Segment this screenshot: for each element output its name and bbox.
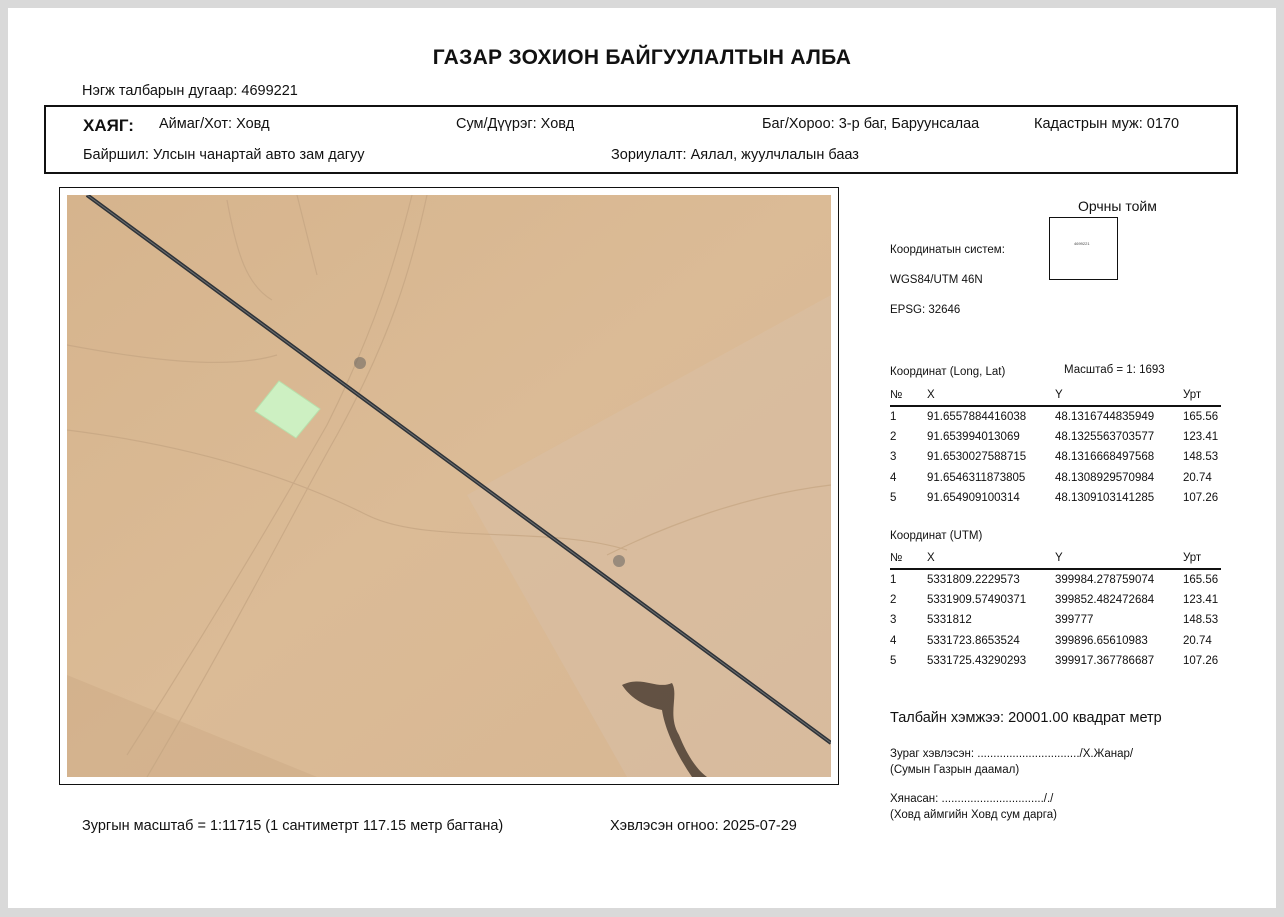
cell-length: 20.74	[1183, 634, 1212, 647]
cell-y: 399852.482472684	[1055, 593, 1155, 606]
map-scale-text: Зургын масштаб = 1:11715 (1 сантиметрт 117.15 метр багтана)	[82, 818, 504, 834]
table-row	[890, 631, 1221, 652]
cell-no: 4	[890, 471, 897, 484]
cell-x: 91.6546311873805	[927, 471, 1026, 484]
satellite-map[interactable]	[67, 195, 831, 777]
col-length: Урт	[1183, 388, 1221, 406]
cell-length: 165.56	[1183, 573, 1219, 586]
cell-no: 4	[890, 634, 897, 647]
table-row	[890, 468, 1221, 489]
cell-no: 5	[890, 655, 897, 668]
table-row	[890, 651, 1221, 672]
address-location: Байршил: Улсын чанартай авто зам дагуу	[83, 147, 365, 163]
culvert-2	[613, 555, 625, 567]
map-frame	[59, 187, 839, 785]
overview-title: Орчны тойм	[1078, 198, 1157, 214]
col-no: №	[890, 551, 927, 569]
checked-by-role: (Ховд аймгийн Ховд сум дарга)	[890, 809, 1057, 821]
scale-small: Масштаб = 1: 1693	[1064, 364, 1165, 376]
address-purpose: Зориулалт: Аялал, жуулчлалын бааз	[611, 147, 859, 163]
cell-length: 123.41	[1183, 430, 1219, 443]
cell-x: 91.6530027588715	[927, 451, 1027, 464]
table-row	[890, 569, 1221, 590]
parcel-number: Нэгж талбарын дугаар: 4699221	[82, 83, 298, 99]
cell-no: 2	[890, 593, 897, 606]
cell-no: 2	[890, 430, 897, 443]
address-label: ХАЯГ:	[83, 116, 134, 135]
cell-x: 91.654909100314	[927, 492, 1020, 505]
cell-length: 165.56	[1183, 410, 1219, 423]
cell-y: 48.1308929570984	[1055, 471, 1155, 484]
crs-epsg: EPSG: 32646	[890, 304, 961, 316]
table-row	[890, 447, 1221, 468]
table-header-row	[890, 388, 1221, 406]
map-svg	[67, 195, 831, 777]
address-sum: Сум/Дүүрэг: Ховд	[456, 116, 575, 132]
drawn-by: Зураг хэвлэсэн: ................................/Х.Жанар/	[890, 748, 1134, 760]
cell-x: 5331809.2229573	[927, 573, 1020, 586]
table-row	[890, 590, 1221, 611]
overview-marker: 4699221	[1074, 241, 1090, 246]
cell-no: 3	[890, 614, 897, 627]
cell-x: 5331723.8653524	[927, 634, 1020, 647]
cell-no: 5	[890, 492, 897, 505]
checked-by: Хянасан: ...............................././	[890, 793, 1054, 805]
address-aimag: Аймаг/Хот: Ховд	[159, 116, 270, 132]
cell-length: 148.53	[1183, 614, 1219, 627]
cell-y: 48.1325563703577	[1055, 430, 1155, 443]
crs-label: Координатын систем:	[890, 244, 1005, 256]
area-text: Талбайн хэмжээ: 20001.00 квадрат метр	[890, 710, 1162, 726]
cell-y: 399917.367786687	[1055, 655, 1155, 668]
printed-date: Хэвлэсэн огноо: 2025-07-29	[610, 818, 797, 834]
col-y: Y	[1055, 388, 1183, 406]
culvert-1	[354, 357, 366, 369]
drawn-by-role: (Сумын Газрын даамал)	[890, 764, 1020, 776]
table-row	[890, 488, 1221, 509]
cell-y: 48.1316668497568	[1055, 451, 1155, 464]
col-y: Y	[1055, 551, 1183, 569]
cell-y: 48.1309103141285	[1055, 492, 1155, 505]
cell-length: 123.41	[1183, 593, 1219, 606]
cell-y: 399984.278759074	[1055, 573, 1155, 586]
cell-y: 399896.65610983	[1055, 634, 1148, 647]
lonlat-title: Координат (Long, Lat)	[890, 366, 1006, 378]
col-x: X	[927, 388, 1055, 406]
cell-x: 5331812	[927, 614, 972, 627]
col-length: Урт	[1183, 551, 1221, 569]
table-row	[890, 406, 1221, 427]
cell-x: 5331909.57490371	[927, 593, 1027, 606]
col-no: №	[890, 388, 927, 406]
crs-name: WGS84/UTM 46N	[890, 274, 983, 286]
overview-map	[1049, 217, 1118, 280]
cell-x: 91.653994013069	[927, 430, 1020, 443]
cell-x: 91.6557884416038	[927, 410, 1027, 423]
cell-no: 3	[890, 451, 897, 464]
cell-x: 5331725.43290293	[927, 655, 1027, 668]
address-cadastral: Кадастрын муж: 0170	[1034, 116, 1180, 132]
table-header-row	[890, 551, 1221, 569]
cell-length: 107.26	[1183, 492, 1219, 505]
table-row	[890, 610, 1221, 631]
cell-no: 1	[890, 573, 897, 586]
address-bag: Баг/Хороо: 3-р баг, Баруунсалаа	[762, 116, 980, 132]
cell-length: 20.74	[1183, 471, 1212, 484]
page-title: ГАЗАР ЗОХИОН БАЙГУУЛАЛТЫН АЛБА	[432, 46, 852, 69]
address-box	[44, 105, 1238, 174]
table-row	[890, 427, 1221, 448]
utm-title: Координат (UTM)	[890, 530, 983, 542]
cell-y: 48.1316744835949	[1055, 410, 1155, 423]
cell-length: 107.26	[1183, 655, 1219, 668]
cell-no: 1	[890, 410, 897, 423]
cell-length: 148.53	[1183, 451, 1219, 464]
utm-table	[890, 551, 1221, 672]
cell-y: 399777	[1055, 614, 1094, 627]
col-x: X	[927, 551, 1055, 569]
lonlat-table	[890, 388, 1221, 509]
document-sheet	[8, 8, 1276, 908]
